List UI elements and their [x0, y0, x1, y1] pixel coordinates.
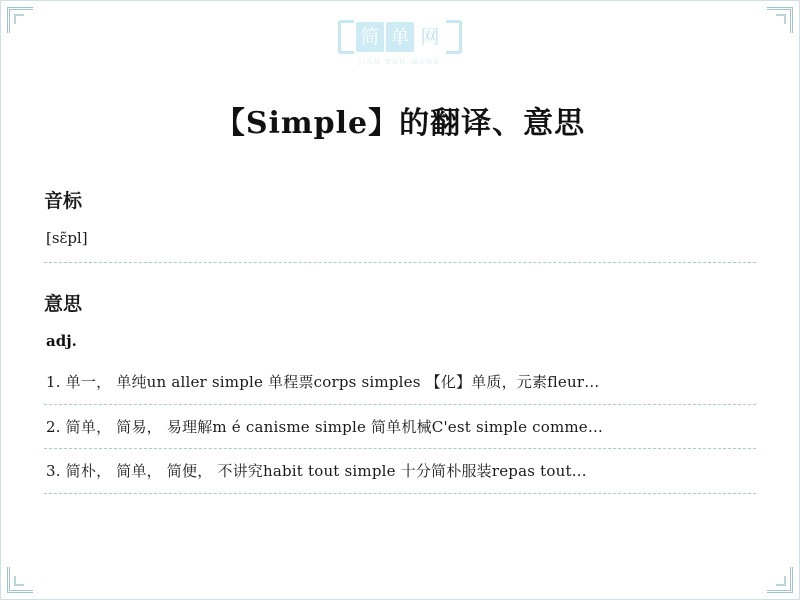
corner-ornament-top-left	[7, 7, 33, 33]
sense-item: 1. 单一， 单纯un aller simple 单程票corps simples 【化】单质，元素fleur…	[44, 360, 756, 405]
part-of-speech-label: adj.	[46, 331, 77, 350]
document-content	[44, 14, 756, 574]
phonetic-value: [sɛ̃pl]	[44, 213, 756, 263]
sense-item: 2. 简单， 简易， 易理解m é canisme simple 简单机械C'est simple comme…	[44, 405, 756, 450]
logo-bracket-left-icon	[338, 20, 354, 54]
corner-ornament-inner	[776, 576, 786, 586]
logo-graphic	[338, 20, 462, 54]
corner-ornament-inner	[14, 576, 24, 586]
corner-ornament-bottom-left	[7, 567, 33, 593]
logo-char-2: 单	[386, 22, 414, 52]
corner-ornament-top-right	[767, 7, 793, 33]
section-heading-meaning: 意思	[44, 292, 83, 315]
sense-item: 3. 简朴， 简单， 简便， 不讲究habit tout simple 十分简朴服装repas tout…	[44, 449, 756, 494]
corner-ornament-inner	[14, 14, 24, 24]
logo	[329, 14, 471, 72]
site-logo-watermark	[44, 14, 756, 76]
logo-bracket-right-icon	[446, 20, 462, 54]
logo-subtitle: JIAN DAN WANG	[359, 58, 441, 66]
page-title: 【Simple】的翻译、意思	[214, 106, 586, 141]
section-heading-phonetic: 音标	[44, 190, 83, 212]
logo-char-3: 网	[420, 26, 440, 48]
logo-char-1: 简	[356, 22, 384, 52]
corner-ornament-inner	[776, 14, 786, 24]
corner-ornament-bottom-right	[767, 567, 793, 593]
logo-characters	[356, 22, 444, 52]
